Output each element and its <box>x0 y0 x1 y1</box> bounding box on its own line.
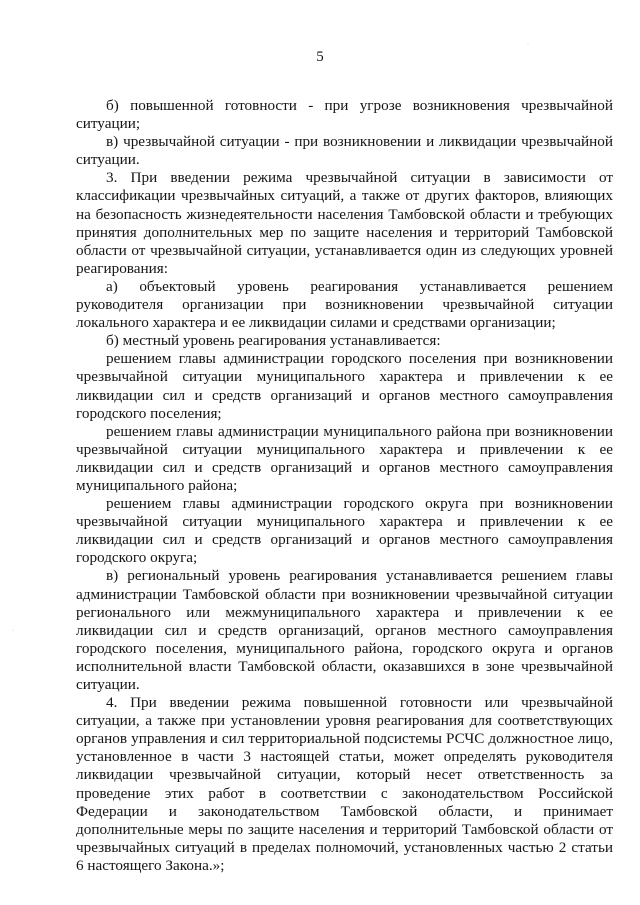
paragraph-object-level: а) объектовый уровень реагирования устанавливается решением руководителя организации при возникновении чрезвычайной ситуации локального характера и ее ликвидации силами и средствами организации; <box>76 277 613 332</box>
paragraph-item-v-emergency: в) чрезвычайной ситуации - при возникновении и ликвидации чрезвычайной ситуации. <box>76 133 613 169</box>
paragraph-municipal-district: решением главы администрации муниципального района при возникновении чрезвычайной ситуации муниципального характера и привлечении к ее ликвидации сил и средств организаций и органов местного самоуправления муниципального района; <box>76 422 613 494</box>
paragraph-urban-settlement: решением главы администрации городского поселения при возникновении чрезвычайной ситуации муниципального характера и привлечении к ее ликвидации сил и средств организаций и органов местного самоуправления городского поселения; <box>76 350 613 422</box>
page-number: 5 <box>316 49 324 65</box>
paragraph-4-response-head: 4. При введении режима повышенной готовности или чрезвычайной ситуации, а также при установлении уровня реагирования для соответствующих органов управления и сил территориальной подсистемы РСЧС должностное лицо, установленное в части 3 настоящей статьи, может определять руководителя ликвидации чрезвычайной ситуации, который несет ответственность за проведение этих работ в соответствии с законодательством Российской Федерации и законодательством Тамбовской области, и принимает дополнительные меры по защите населения и территорий Тамбовской области от чрезвычайных ситуаций в пределах полномочий, установленных частью 2 статьи 6 настоящего Закона.»; <box>76 694 613 874</box>
document-body <box>76 97 613 875</box>
paragraph-item-b-heightened-readiness: б) повышенной готовности - при угрозе возникновения чрезвычайной ситуации; <box>76 97 613 133</box>
scan-speck: · <box>12 628 14 634</box>
paragraph-urban-district: решением главы администрации городского округа при возникновении чрезвычайной ситуации муниципального характера и привлечении к ее ликвидации сил и средств организаций и органов местного самоуправления городского округа; <box>76 495 613 567</box>
paragraph-local-level: б) местный уровень реагирования устанавливается: <box>106 332 441 350</box>
paragraph-3-response-levels: 3. При введении режима чрезвычайной ситуации в зависимости от классификации чрезвычайных ситуаций, а также от других факторов, влияющих на безопасность жизнедеятельности населения Тамбовской области и требующих принятия дополнительных мер по защите населения и территорий Тамбовской области от чрезвычайной ситуации, устанавливается один из следующих уровней реагирования: <box>76 169 613 277</box>
paragraph-regional-level: в) региональный уровень реагирования устанавливается решением главы администрации Тамбовской области при возникновении чрезвычайной ситуации регионального или межмуниципального характера и привлечении к ее ликвидации сил и средств организаций, органов местного самоуправления городского поселения, муниципального района, городского округа и органов исполнительной власти Тамбовской области, оказавшихся в зоне чрезвычайной ситуации. <box>76 567 613 693</box>
scan-speck: · <box>527 42 529 48</box>
